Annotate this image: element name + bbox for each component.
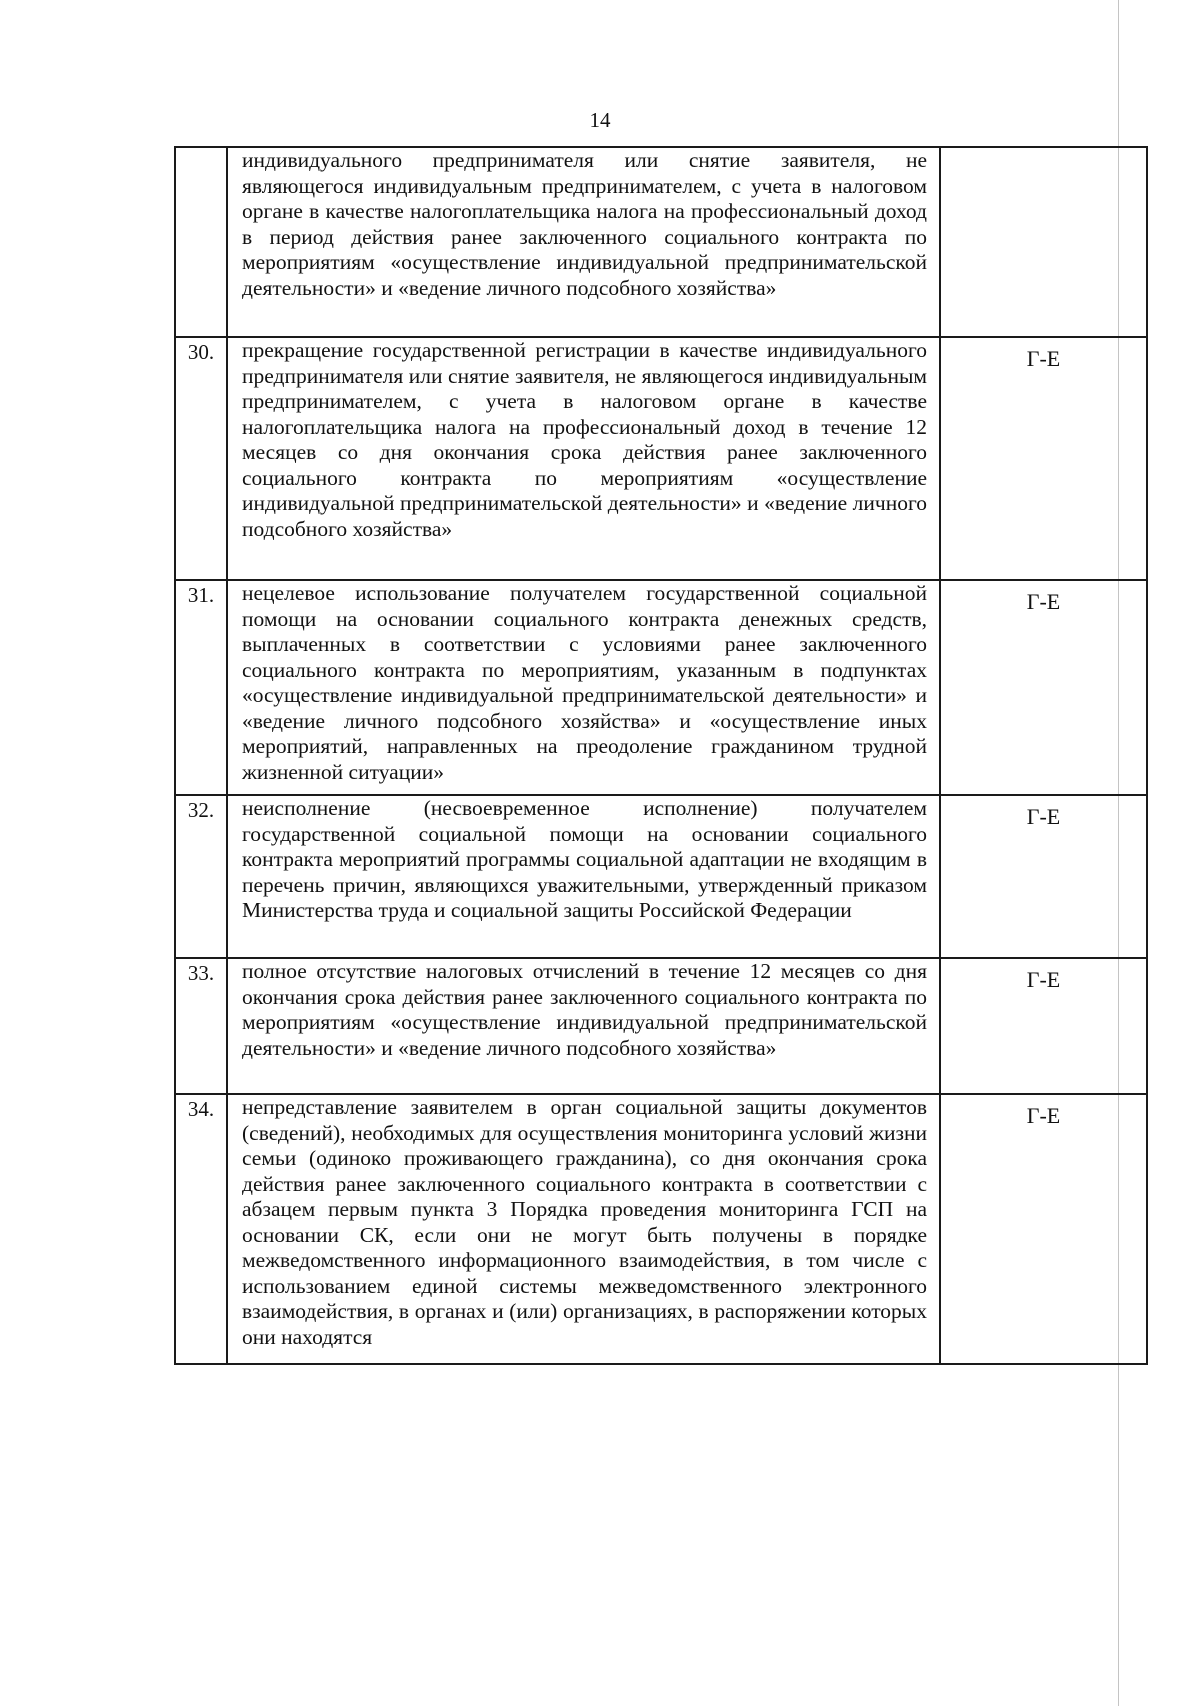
table-row xyxy=(175,580,1147,795)
document-table xyxy=(174,146,1148,1365)
row-text: неисполнение (несвоевременное исполнение) получателем государственной социальной помощи на основании социального контракта мероприятий программы социальной адаптации не входящим в перечень причин, являющихся уважительными, утвержденный приказом Министерства труда и социальной защиты Российской Федерации xyxy=(227,795,940,958)
table-row xyxy=(175,1094,1147,1364)
table-row xyxy=(175,147,1147,337)
row-number: 30. xyxy=(175,337,227,580)
row-code xyxy=(940,147,1147,337)
row-code: Г-Е xyxy=(940,1094,1147,1364)
row-number: 32. xyxy=(175,795,227,958)
row-number: 31. xyxy=(175,580,227,795)
row-number: 34. xyxy=(175,1094,227,1364)
row-code: Г-Е xyxy=(940,580,1147,795)
row-text: индивидуального предпринимателя или снятие заявителя, не являющегося индивидуальным предпринимателем, с учета в налоговом органе в качестве налогоплательщика налога на профессиональный доход в период действия ранее заключенного социального контракта по мероприятиям «осуществление индивидуальной предпринимательской деятельности» и «ведение личного подсобного хозяйства» xyxy=(227,147,940,337)
row-number: 33. xyxy=(175,958,227,1094)
row-text: полное отсутствие налоговых отчислений в течение 12 месяцев со дня окончания срока действия ранее заключенного социального контракта по мероприятиям «осуществление индивидуальной предпринимательской деятельности» и «ведение личного подсобного хозяйства» xyxy=(227,958,940,1094)
row-code: Г-Е xyxy=(940,337,1147,580)
table-row xyxy=(175,958,1147,1094)
table-row xyxy=(175,337,1147,580)
row-text: непредставление заявителем в орган социальной защиты документов (сведений), необходимых для осуществления мониторинга условий жизни семьи (одиноко проживающего гражданина), со дня окончания срока действия ранее заключенного социального контракта в соответствии с абзацем первым пункта 3 Порядка проведения мониторинга ГСП на основании СК, если они не могут быть получены в порядке межведомственного информационного взаимодействия, в том числе с использованием единой системы межведомственного электронного взаимодействия, в органах и (или) организациях, в распоряжении которых они находятся xyxy=(227,1094,940,1364)
row-code: Г-Е xyxy=(940,795,1147,958)
row-text: прекращение государственной регистрации в качестве индивидуального предпринимателя или снятие заявителя, не являющегося индивидуальным предпринимателем, с учета в налоговом органе в качестве налогоплательщика налога на профессиональный доход в течение 12 месяцев со дня окончания срока действия ранее заключенного социального контракта по мероприятиям «осуществление индивидуальной предпринимательской деятельности» и «ведение личного подсобного хозяйства» xyxy=(227,337,940,580)
row-code: Г-Е xyxy=(940,958,1147,1094)
table-row xyxy=(175,795,1147,958)
page-number: 14 xyxy=(589,108,611,132)
row-text: нецелевое использование получателем государственной социальной помощи на основании социального контракта денежных средств, выплаченных в соответствии с условиями ранее заключенного социального контракта по мероприятиям, указанным в подпунктах «осуществление индивидуальной предпринимательской деятельности» и «ведение личного подсобного хозяйства» и «осуществление иных мероприятий, направленных на преодоление гражданином трудной жизненной ситуации» xyxy=(227,580,940,795)
row-number xyxy=(175,147,227,337)
